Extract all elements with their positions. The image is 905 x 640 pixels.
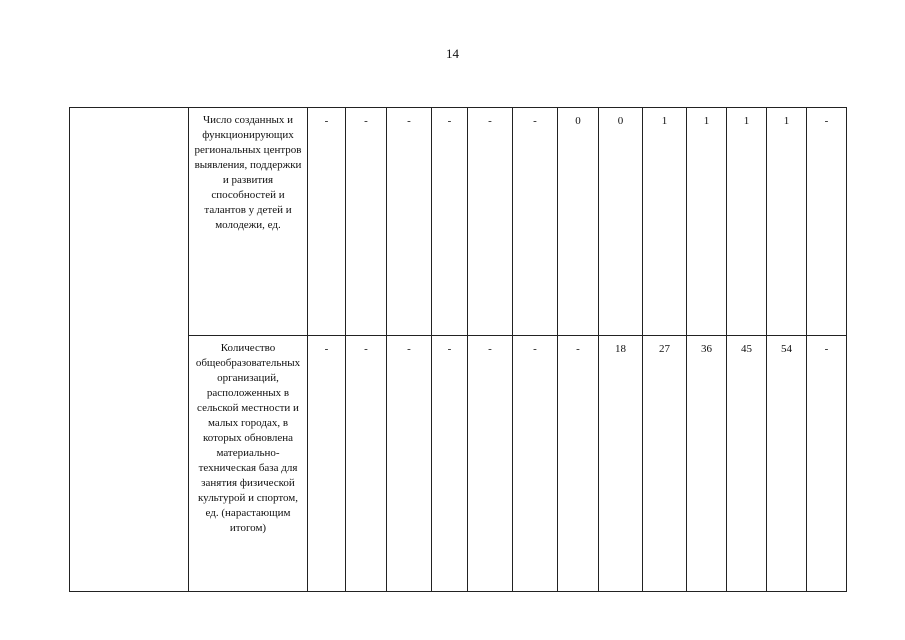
value-cell: - [308,108,346,336]
value-cell: - [432,108,468,336]
value-cell: - [346,336,387,592]
page-number: 14 [446,46,459,61]
value-cell: 54 [767,336,807,592]
value-cell: 1 [687,108,727,336]
indicator-cell [189,336,308,592]
value-cell: - [807,108,847,336]
value-cell: - [513,336,558,592]
value-cell: 1 [727,108,767,336]
value-cell: 27 [643,336,687,592]
indicator-label: Количество общеобразовательных организаций, расположенных в сельской местности и малых городах, в которых обновлена материально-техническая база для занятия физической культурой и спортом, ед. (нарастающим итогом) [195,342,301,534]
value-cell: - [432,336,468,592]
value-cell: 45 [727,336,767,592]
value-cell: - [807,336,847,592]
value-cell: - [308,336,346,592]
indicator-cell [189,108,308,336]
indicator-label: Число созданных и функционирующих региональных центров выявления, поддержки и развития способностей и талантов у детей и молодежи, ед. [194,114,302,231]
value-cell: - [387,336,432,592]
group-cell [70,108,189,592]
value-cell: - [387,108,432,336]
value-cell: 1 [643,108,687,336]
value-cell: - [346,108,387,336]
value-cell: - [558,336,599,592]
value-cell: - [468,108,513,336]
value-cell: 0 [558,108,599,336]
value-cell: 1 [767,108,807,336]
table-row [70,108,847,336]
value-cell: 18 [599,336,643,592]
indicators-table [69,107,847,592]
value-cell: - [513,108,558,336]
value-cell: - [468,336,513,592]
value-cell: 0 [599,108,643,336]
value-cell: 36 [687,336,727,592]
